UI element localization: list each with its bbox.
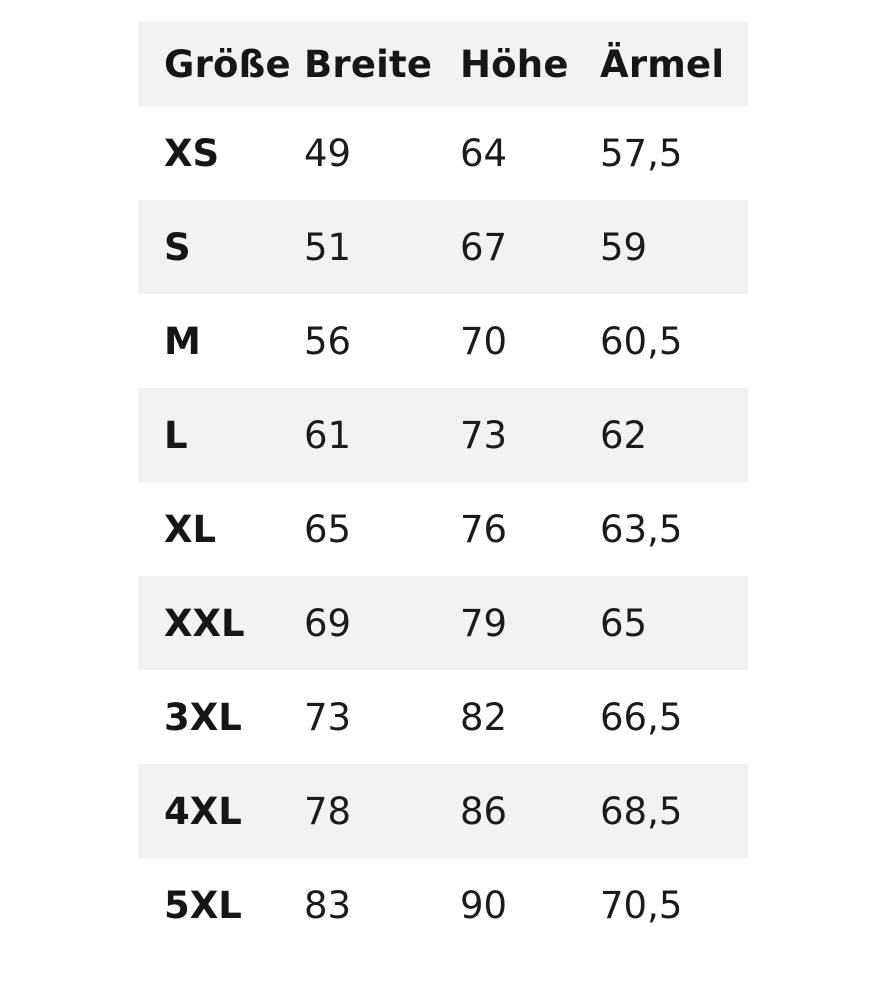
cell-width: 73 <box>296 670 448 764</box>
cell-width: 56 <box>296 294 448 388</box>
cell-height: 79 <box>448 576 588 670</box>
cell-width: 49 <box>296 106 448 200</box>
cell-width: 78 <box>296 764 448 858</box>
cell-size: XS <box>138 106 296 200</box>
table-row <box>138 106 748 200</box>
cell-sleeve: 70,5 <box>588 858 748 952</box>
column-header-height: Höhe <box>448 22 588 106</box>
table-body <box>138 106 748 952</box>
cell-width: 51 <box>296 200 448 294</box>
cell-size: XL <box>138 482 296 576</box>
cell-sleeve: 66,5 <box>588 670 748 764</box>
table-row <box>138 294 748 388</box>
cell-size: S <box>138 200 296 294</box>
column-header-sleeve: Ärmel <box>588 22 748 106</box>
cell-size: L <box>138 388 296 482</box>
cell-width: 65 <box>296 482 448 576</box>
cell-sleeve: 57,5 <box>588 106 748 200</box>
table-row <box>138 482 748 576</box>
cell-sleeve: 62 <box>588 388 748 482</box>
table-row <box>138 858 748 952</box>
size-chart-table <box>138 22 748 952</box>
cell-sleeve: 68,5 <box>588 764 748 858</box>
cell-size: 5XL <box>138 858 296 952</box>
table-header <box>138 22 748 106</box>
cell-height: 86 <box>448 764 588 858</box>
table-header-row <box>138 22 748 106</box>
cell-size: 3XL <box>138 670 296 764</box>
cell-height: 90 <box>448 858 588 952</box>
cell-height: 64 <box>448 106 588 200</box>
cell-height: 82 <box>448 670 588 764</box>
cell-size: M <box>138 294 296 388</box>
table-row <box>138 764 748 858</box>
cell-sleeve: 60,5 <box>588 294 748 388</box>
cell-height: 67 <box>448 200 588 294</box>
cell-size: XXL <box>138 576 296 670</box>
cell-size: 4XL <box>138 764 296 858</box>
cell-height: 73 <box>448 388 588 482</box>
cell-sleeve: 65 <box>588 576 748 670</box>
cell-width: 83 <box>296 858 448 952</box>
column-header-size: Größe <box>138 22 296 106</box>
table-row <box>138 200 748 294</box>
column-header-width: Breite <box>296 22 448 106</box>
table-row <box>138 576 748 670</box>
cell-sleeve: 59 <box>588 200 748 294</box>
cell-height: 76 <box>448 482 588 576</box>
table-row <box>138 670 748 764</box>
cell-width: 61 <box>296 388 448 482</box>
table-row <box>138 388 748 482</box>
cell-width: 69 <box>296 576 448 670</box>
cell-height: 70 <box>448 294 588 388</box>
cell-sleeve: 63,5 <box>588 482 748 576</box>
